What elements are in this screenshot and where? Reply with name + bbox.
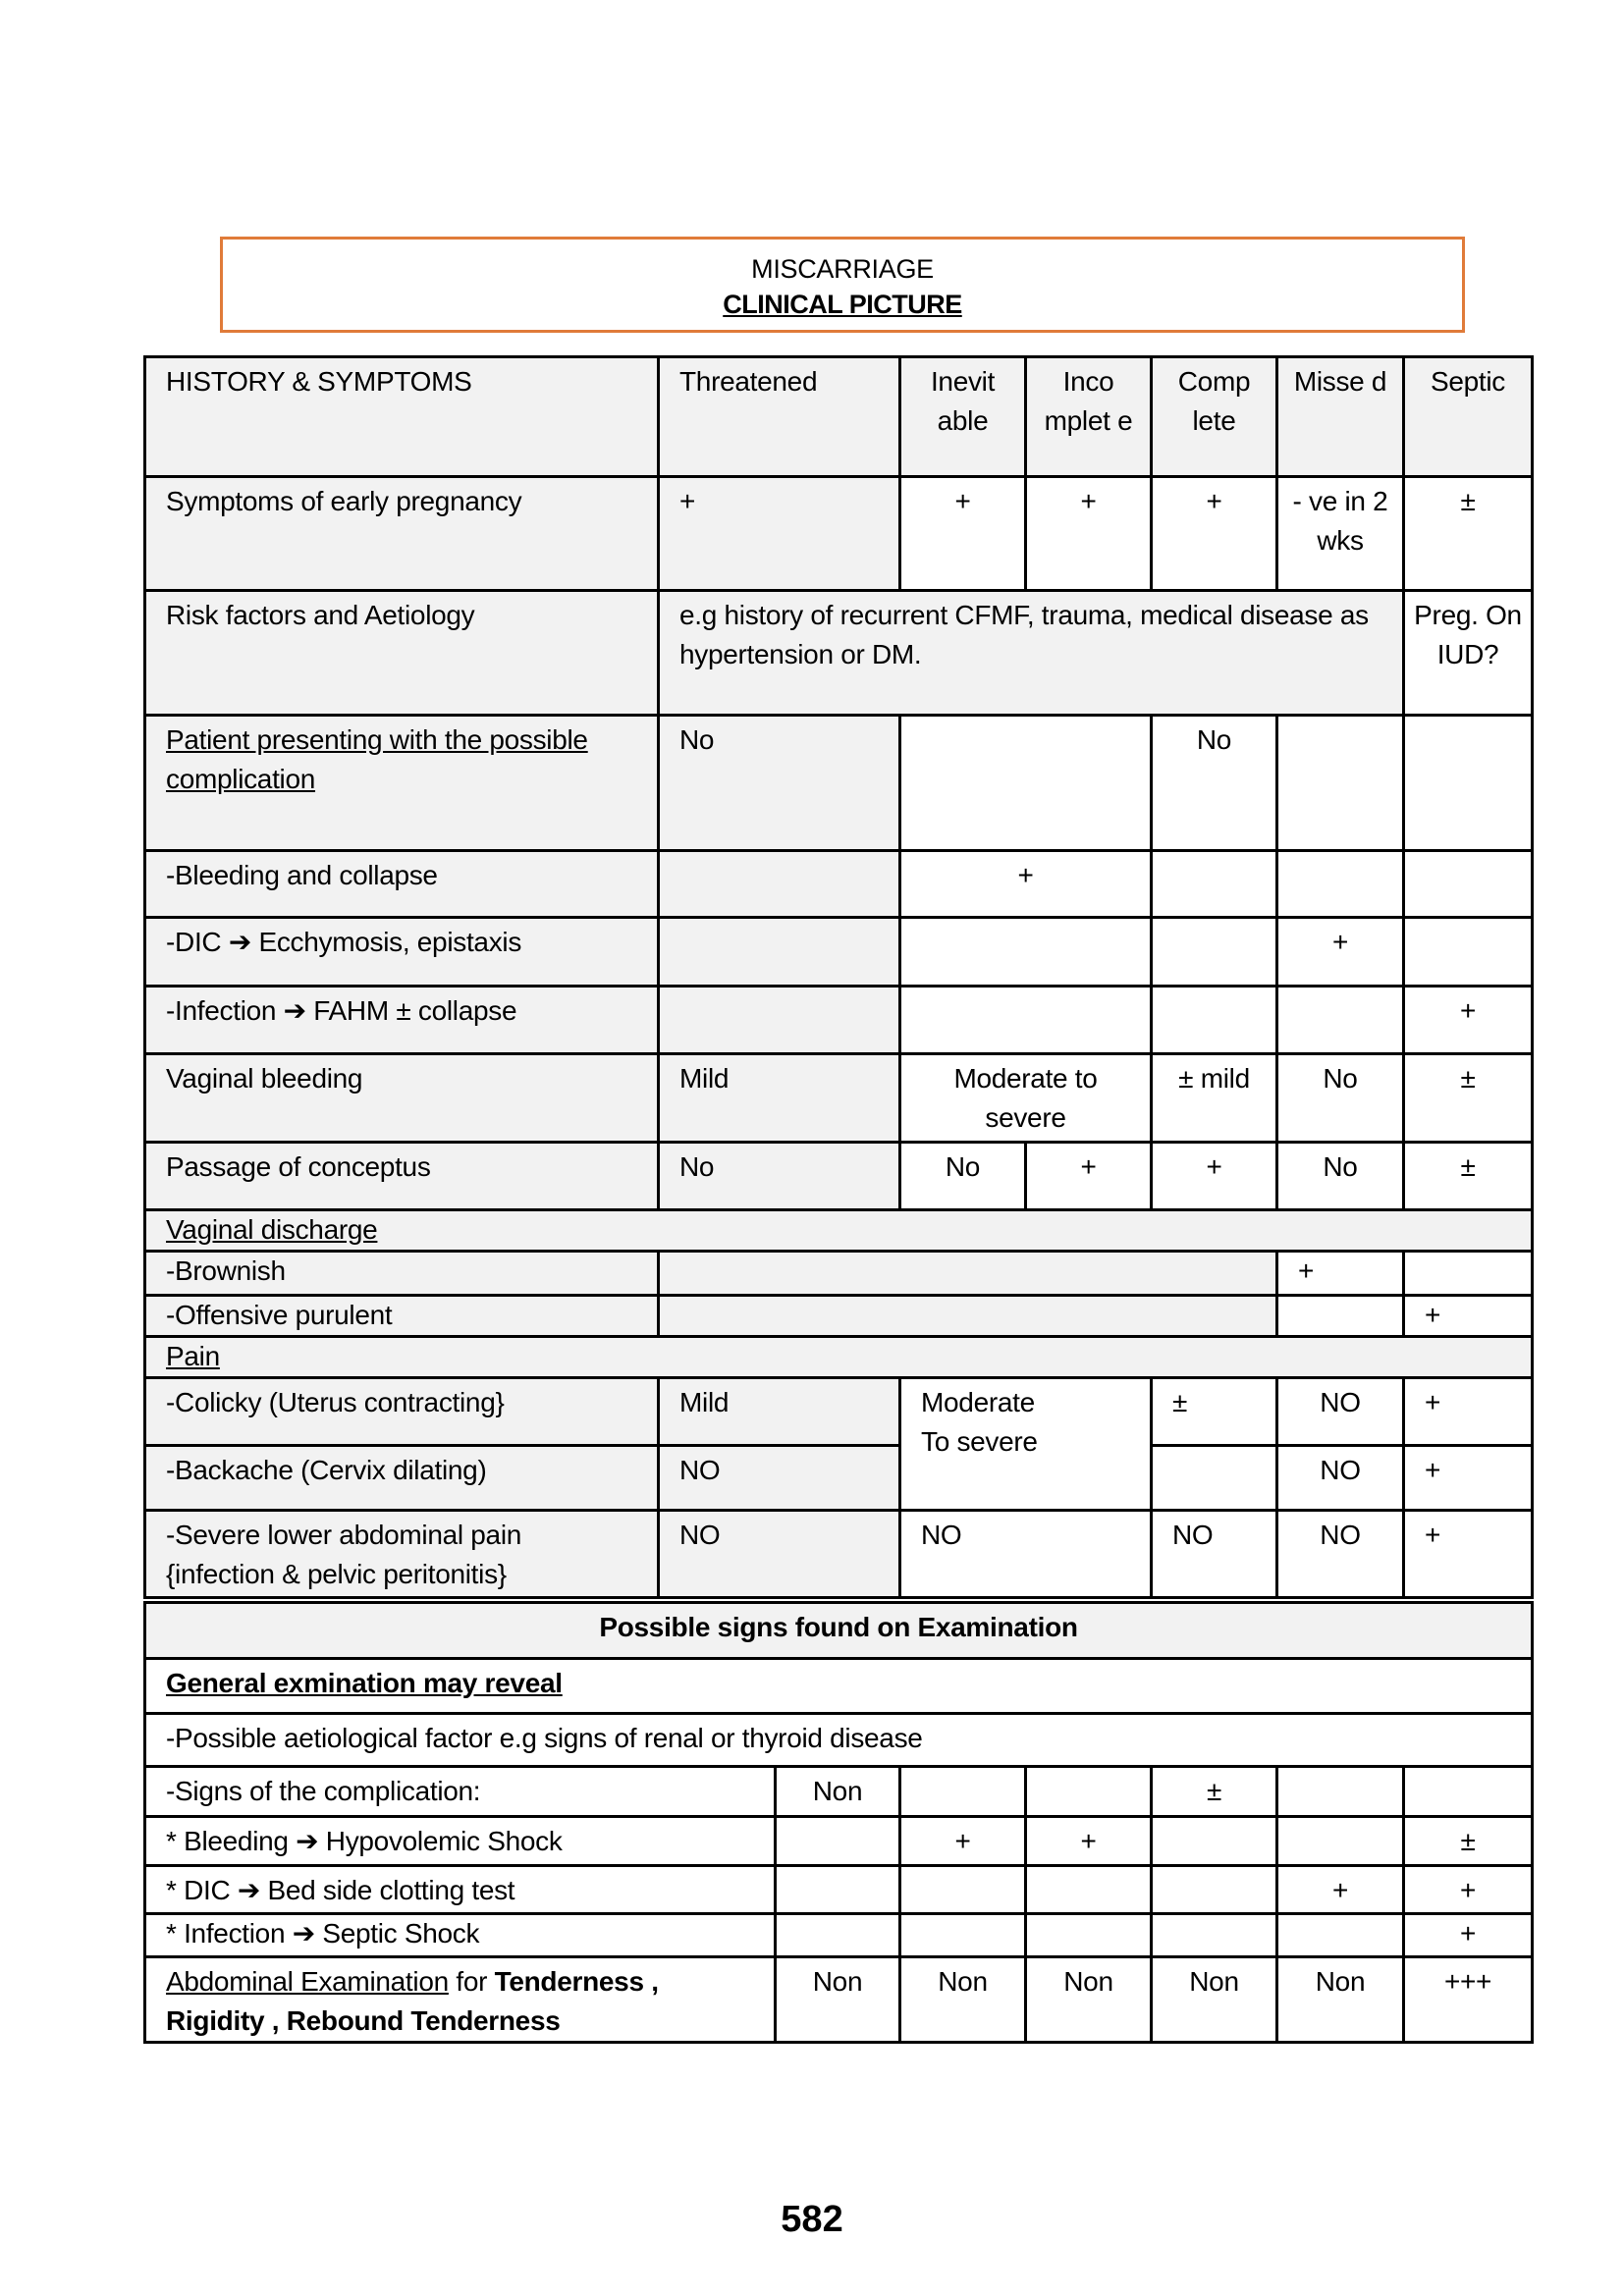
cell-septic: + <box>1404 987 1533 1054</box>
cell-threatened: + <box>659 477 900 591</box>
row-label: -Colicky (Uterus contracting} <box>145 1378 659 1446</box>
row-label: Passage of conceptus <box>145 1143 659 1210</box>
cell-complete <box>1152 918 1277 987</box>
cell-inevitable-incomplete <box>900 716 1152 851</box>
cell-missed: No <box>1277 1143 1404 1210</box>
cell-septic: + <box>1404 1296 1533 1337</box>
cell-threatened: Non <box>776 1767 900 1817</box>
exam-heading: Possible signs found on Examination <box>145 1603 1533 1659</box>
cell-threatened <box>659 851 900 918</box>
cell-inevitable-incomplete <box>900 987 1152 1054</box>
cell-septic: ± <box>1404 1143 1533 1210</box>
table-row <box>145 1296 1533 1337</box>
cell-threatened: Mild <box>659 1378 900 1446</box>
cell-threatened: Mild <box>659 1054 900 1143</box>
general-exam-label <box>145 1659 1533 1714</box>
cell-inevitable <box>900 1866 1026 1914</box>
header-complete: Comp lete <box>1152 357 1277 477</box>
page-number: 582 <box>781 2199 843 2240</box>
cell-complete: + <box>1152 477 1277 591</box>
cell-inevitable <box>900 1767 1026 1817</box>
header-threatened: Threatened <box>659 357 900 477</box>
cell-missed: Non <box>1277 1957 1404 2043</box>
cell-threatened: NO <box>659 1511 900 1598</box>
cell-missed: - ve in 2 wks <box>1277 477 1404 591</box>
cell-threatened <box>659 987 900 1054</box>
cell-complete <box>1152 987 1277 1054</box>
cell-septic: + <box>1404 1446 1533 1511</box>
table-row <box>145 1914 1533 1957</box>
table-row <box>145 1378 1533 1446</box>
cell-missed <box>1277 1817 1404 1866</box>
cell-septic <box>1404 1252 1533 1296</box>
general-exam-row <box>145 1659 1533 1714</box>
aetiology-label: -Possible aetiological factor e.g signs of renal or thyroid disease <box>145 1714 1533 1767</box>
cell-complete: No <box>1152 716 1277 851</box>
row-label: -Backache (Cervix dilating) <box>145 1446 659 1511</box>
table-row <box>145 591 1533 716</box>
cell-complete: + <box>1152 1143 1277 1210</box>
cell-missed <box>1277 716 1404 851</box>
cell-threatened <box>776 1914 900 1957</box>
cell-missed <box>1277 851 1404 918</box>
table-row <box>145 987 1533 1054</box>
exam-heading-row <box>145 1603 1533 1659</box>
examination-table <box>143 1601 1534 2044</box>
row-label: Risk factors and Aetiology <box>145 591 659 716</box>
header-incomplete: Inco mplet e <box>1026 357 1152 477</box>
table-row <box>145 1817 1533 1866</box>
cell-septic: + <box>1404 1914 1533 1957</box>
cell-incomplete: Non <box>1026 1957 1152 2043</box>
cell-complete <box>1152 1914 1277 1957</box>
cell-complete: ± <box>1152 1767 1277 1817</box>
table-row <box>145 918 1533 987</box>
table-row <box>145 477 1533 591</box>
cell-inevitable-incomplete: + <box>900 851 1152 918</box>
cell-incomplete: + <box>1026 477 1152 591</box>
cell-missed <box>1277 987 1404 1054</box>
cell-missed: NO <box>1277 1446 1404 1511</box>
table-row <box>145 851 1533 918</box>
cell-threatened <box>776 1817 900 1866</box>
cell-septic: ± <box>1404 1817 1533 1866</box>
cell-inevitable: Non <box>900 1957 1026 2043</box>
cell-incomplete: + <box>1026 1143 1152 1210</box>
page-title: MISCARRIAGE <box>751 254 934 284</box>
cell-incomplete <box>1026 1767 1152 1817</box>
row-label: -Severe lower abdominal pain {infection & pelvic peritonitis} <box>145 1511 659 1598</box>
cell-merged-empty <box>659 1252 1277 1296</box>
cell-missed <box>1277 1914 1404 1957</box>
aetiology-row <box>145 1714 1533 1767</box>
cell-complete <box>1152 851 1277 918</box>
section-label <box>145 1337 1533 1378</box>
cell-threatened: No <box>659 716 900 851</box>
header-inevitable: Inevit able <box>900 357 1026 477</box>
vaginal-discharge-label: Vaginal discharge <box>166 1214 378 1245</box>
cell-inevitable-incomplete <box>900 918 1152 987</box>
cell-complete <box>1152 1866 1277 1914</box>
cell-inevitable: + <box>900 1817 1026 1866</box>
row-label: * Bleeding ➔ Hypovolemic Shock <box>145 1817 776 1866</box>
cell-incomplete <box>1026 1914 1152 1957</box>
section-row <box>145 1210 1533 1252</box>
title-box <box>220 237 1465 333</box>
cell-missed: + <box>1277 1866 1404 1914</box>
moderate-to-severe: Moderate To severe <box>921 1387 1038 1457</box>
cell-threatened <box>659 918 900 987</box>
cell-threatened: Non <box>776 1957 900 2043</box>
cell-threatened: No <box>659 1143 900 1210</box>
row-label: Symptoms of early pregnancy <box>145 477 659 591</box>
abdominal-row <box>145 1957 1533 2043</box>
cell-septic: + <box>1404 1378 1533 1446</box>
header-history-symptoms: HISTORY & SYMPTOMS <box>145 357 659 477</box>
cell-complete: ± mild <box>1152 1054 1277 1143</box>
cell-inevitable-incomplete: NO <box>900 1511 1152 1598</box>
table-row <box>145 1767 1533 1817</box>
cell-septic <box>1404 918 1533 987</box>
cell-complete: NO <box>1152 1511 1277 1598</box>
clinical-picture-table <box>143 355 1534 1599</box>
table-header-row <box>145 357 1533 477</box>
cell-septic: + <box>1404 1511 1533 1598</box>
cell-complete: Non <box>1152 1957 1277 2043</box>
section-label <box>145 1210 1533 1252</box>
table-row <box>145 1511 1533 1598</box>
cell-threatened: NO <box>659 1446 900 1511</box>
cell-complete <box>1152 1817 1277 1866</box>
general-exam-text: General exmination may reveal <box>166 1668 563 1698</box>
row-label: -DIC ➔ Ecchymosis, epistaxis <box>145 918 659 987</box>
cell-incomplete: + <box>1026 1817 1152 1866</box>
row-label: * Infection ➔ Septic Shock <box>145 1914 776 1957</box>
cell-septic <box>1404 1767 1533 1817</box>
row-label <box>145 1957 776 2043</box>
cell-missed: NO <box>1277 1378 1404 1446</box>
cell-merged-empty <box>659 1296 1277 1337</box>
presenting-label: Patient presenting with the possible complication <box>166 724 588 794</box>
cell-complete: ± <box>1152 1378 1277 1446</box>
cell-complete <box>1152 1446 1277 1511</box>
section-row <box>145 1337 1533 1378</box>
cell-septic: +++ <box>1404 1957 1533 2043</box>
row-label: -Offensive purulent <box>145 1296 659 1337</box>
cell-risk-merged: e.g history of recurrent CFMF, trauma, medical disease as hypertension or DM. <box>659 591 1404 716</box>
table-row <box>145 1143 1533 1210</box>
table-row <box>145 1252 1533 1296</box>
header-missed: Misse d <box>1277 357 1404 477</box>
cell-septic <box>1404 851 1533 918</box>
row-label <box>145 716 659 851</box>
cell-inevitable <box>900 1914 1026 1957</box>
table-row <box>145 1446 1533 1511</box>
cell-missed: + <box>1277 918 1404 987</box>
cell-threatened <box>776 1866 900 1914</box>
cell-inevitable: + <box>900 477 1026 591</box>
cell-septic <box>1404 716 1533 851</box>
cell-missed: No <box>1277 1054 1404 1143</box>
abdominal-bold2: Rigidity , Rebound Tenderness <box>166 2005 561 2036</box>
cell-missed <box>1277 1767 1404 1817</box>
cell-septic: Preg. On IUD? <box>1404 591 1533 716</box>
row-label: -Signs of the complication: <box>145 1767 776 1817</box>
cell-inevitable-incomplete <box>900 1378 1152 1511</box>
table-row <box>145 1866 1533 1914</box>
row-label: * DIC ➔ Bed side clotting test <box>145 1866 776 1914</box>
row-label: -Brownish <box>145 1252 659 1296</box>
row-label: -Infection ➔ FAHM ± collapse <box>145 987 659 1054</box>
row-label: -Bleeding and collapse <box>145 851 659 918</box>
cell-septic: ± <box>1404 477 1533 591</box>
row-label: Vaginal bleeding <box>145 1054 659 1143</box>
abdominal-bold1: Tenderness , <box>494 1966 659 1997</box>
table-row <box>145 1054 1533 1143</box>
cell-missed: NO <box>1277 1511 1404 1598</box>
cell-inevitable-incomplete: Moderate to severe <box>900 1054 1152 1143</box>
cell-missed: + <box>1277 1252 1404 1296</box>
cell-septic: ± <box>1404 1054 1533 1143</box>
header-septic: Septic <box>1404 357 1533 477</box>
cell-missed <box>1277 1296 1404 1337</box>
abdominal-for: for <box>448 1966 495 1997</box>
cell-incomplete <box>1026 1866 1152 1914</box>
pain-label: Pain <box>166 1341 220 1371</box>
table-row <box>145 716 1533 851</box>
abdominal-label: Abdominal Examination <box>166 1966 449 1997</box>
cell-inevitable: No <box>900 1143 1026 1210</box>
cell-septic: + <box>1404 1866 1533 1914</box>
page-subtitle: CLINICAL PICTURE <box>723 290 962 319</box>
